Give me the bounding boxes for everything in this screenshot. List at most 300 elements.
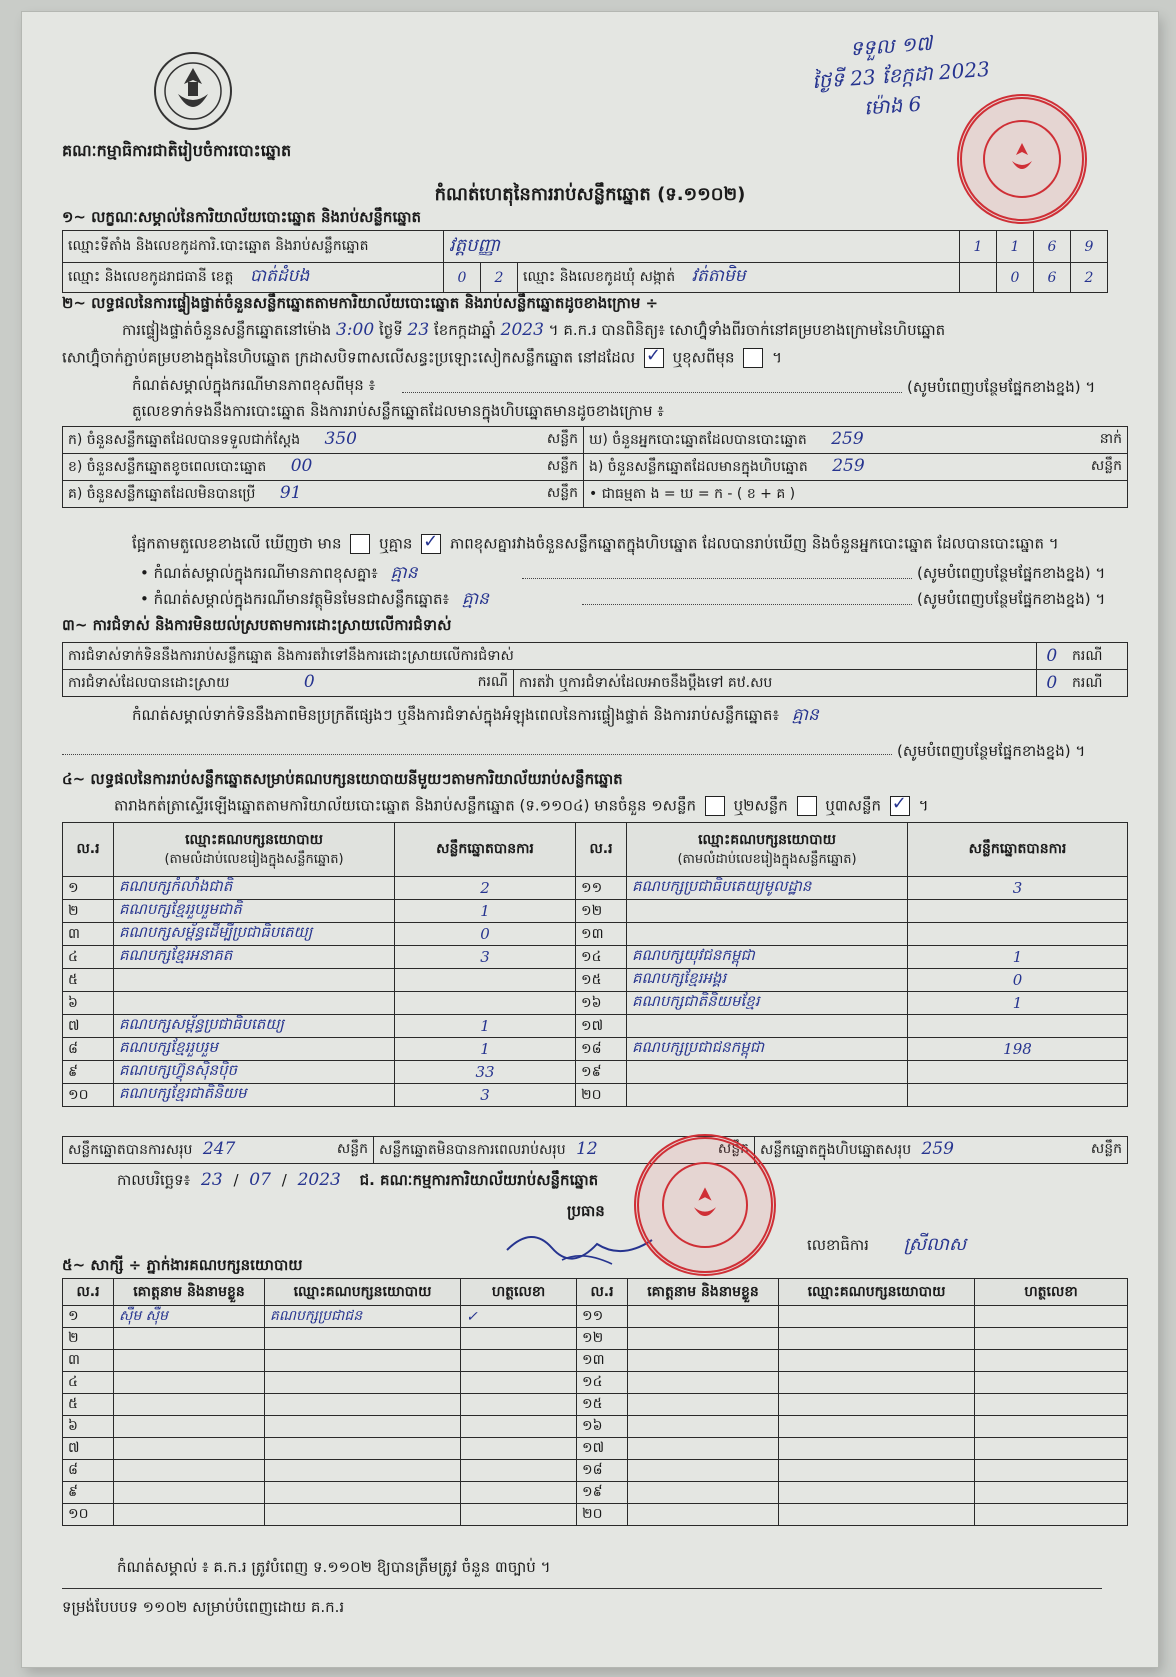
form-title: កំណត់ហេតុនៃការរាប់សន្លឹកឆ្នោត (ទ.១១០២) xyxy=(434,184,746,205)
witness-col-name-left: គោត្តនាម និងនាមខ្លួន xyxy=(114,1279,265,1306)
results-votes-cell: 1 xyxy=(395,1038,576,1061)
results-votes-cell: 2 xyxy=(395,877,576,900)
witness-no-cell: ១ xyxy=(63,1306,114,1328)
results-votes-cell: 1 xyxy=(908,992,1128,1015)
total-invalid-value: 12 xyxy=(576,1139,598,1159)
witness-col-party-right: ឈ្មោះគណបក្សនយោបាយ xyxy=(779,1279,975,1306)
witness-sign-cell xyxy=(461,1482,577,1504)
witness-sign-cell xyxy=(975,1328,1128,1350)
verification-text-d: ។ គ.ក.រ បានពិនិត្យ៖ សោហ្វ៊ុំទាំងពីរចាក់នៅគម្របខាងក្រោមនៃហិបឆ្នោត xyxy=(548,321,946,339)
note1-line xyxy=(402,392,902,393)
office-code-digit-4: 9 xyxy=(1071,231,1108,263)
appeals-value: 0 xyxy=(1036,670,1067,697)
one-sheet-checkbox[interactable] xyxy=(705,796,725,816)
table-row xyxy=(63,1350,1128,1372)
irregularity-note xyxy=(132,704,819,729)
witness-no-cell: ៣ xyxy=(63,1350,114,1372)
witness-party-cell xyxy=(265,1372,461,1394)
results-col-party-right-sub: (តាមលំដាប់លេខរៀងក្នុងសន្លឹកឆ្នោត) xyxy=(677,851,857,867)
figure-b-value: 00 xyxy=(290,456,313,476)
has-difference-checkbox[interactable] xyxy=(350,534,370,554)
witness-no-cell: ១០ xyxy=(63,1504,114,1526)
table-row xyxy=(63,969,1128,992)
witness-name-cell xyxy=(114,1438,265,1460)
commune-label: ឈ្មោះ និងលេខកូដឃុំ សង្កាត់ xyxy=(523,269,676,285)
tally-sheet-text-c: ឬ៣សន្លឹក xyxy=(825,796,882,815)
results-votes-cell: 3 xyxy=(395,946,576,969)
tally-sheet-end: ។ xyxy=(918,796,929,815)
seal-paragraph xyxy=(62,348,1122,371)
results-no-cell: ៤ xyxy=(63,946,114,969)
received-note-line1: ទទួល ១៧ xyxy=(849,30,934,61)
witness-no-cell: ១១ xyxy=(577,1306,628,1328)
witness-name-cell xyxy=(628,1504,779,1526)
difference-text-b: ឬគ្មាន xyxy=(379,534,413,553)
table-row xyxy=(63,946,1128,969)
figure-a-label: ក) ចំនួនសន្លឹកឆ្នោតដែលបានទទួលជាក់ស្តែង xyxy=(68,432,301,448)
results-votes-cell: 0 xyxy=(908,969,1128,992)
witness-sign-cell xyxy=(461,1372,577,1394)
received-note-line3: ម៉ោង 6 xyxy=(863,91,923,120)
witness-party-cell xyxy=(779,1416,975,1438)
witness-col-sign-left: ហត្ថលេខា xyxy=(461,1279,577,1306)
commune-code-digit-3: 2 xyxy=(1071,263,1108,293)
results-no-cell: ៥ xyxy=(63,969,114,992)
office-code-digit-1: 1 xyxy=(960,231,997,263)
received-note xyxy=(809,24,993,126)
bullet1-line xyxy=(522,578,912,579)
bullet1-fill-note: (សូមបំពេញបន្ថែមផ្នែកខាងខ្នង) ។ xyxy=(917,564,1106,582)
province-value: បាត់ដំបង xyxy=(249,266,310,286)
table-row xyxy=(63,992,1128,1015)
witness-sign-cell xyxy=(461,1438,577,1460)
witness-col-no-left: ល.រ xyxy=(63,1279,114,1306)
verification-paragraph xyxy=(122,320,1122,343)
tally-sheet-text-b: ឬ២សន្លឹក xyxy=(733,796,788,815)
witness-body xyxy=(63,1306,1128,1526)
date-day: 23 xyxy=(201,1170,223,1190)
verification-year: 2023 xyxy=(500,320,544,340)
results-col-no-left: ល.រ xyxy=(63,823,114,877)
section3-heading: ៣~ ការជំទាស់ និងការមិនយល់ស្របតាមការដោះស្រាយលើការជំទាស់ xyxy=(62,616,452,634)
irregularity-note-value: គ្មាន xyxy=(791,705,819,725)
witness-sign-cell: ✓ xyxy=(461,1306,577,1328)
totals-table xyxy=(62,1136,1128,1164)
total-valid-value: 247 xyxy=(202,1139,236,1159)
figure-b-unit: សន្លឹក xyxy=(546,458,578,474)
results-votes-cell xyxy=(908,923,1128,946)
witness-party-cell xyxy=(779,1438,975,1460)
date-year: 2023 xyxy=(297,1170,341,1190)
results-party-cell: គណបក្សយុវជនកម្ពុជា xyxy=(627,946,908,969)
figures-intro: តួលេខទាក់ទងនឹងការបោះឆ្នោត និងការរាប់សន្លឹកឆ្នោតដែលមានក្នុងហិបឆ្នោតមានដូចខាងក្រោម ៖ xyxy=(132,402,664,420)
committee-label: ជ. គណៈកម្មការការិយាល័យរាប់សន្លឹកឆ្នោត xyxy=(359,1171,599,1189)
section1-heading: ១~ លក្ខណៈសម្គាល់នៃការិយាល័យបោះឆ្នោត និងរាប់សន្លឹកឆ្នោត xyxy=(62,208,422,226)
witness-col-no-right: ល.រ xyxy=(577,1279,628,1306)
results-party-cell xyxy=(114,992,395,1015)
commune-code-digit-1: 0 xyxy=(997,263,1034,293)
results-votes-cell: 33 xyxy=(395,1061,576,1084)
results-votes-cell xyxy=(908,900,1128,923)
results-party-cell xyxy=(627,1061,908,1084)
results-no-cell: ១៧ xyxy=(576,1015,627,1038)
verification-text-b: ថ្ងៃទី xyxy=(378,321,403,339)
witness-name-cell xyxy=(114,1372,265,1394)
witness-sign-cell xyxy=(461,1328,577,1350)
witness-name-cell xyxy=(114,1482,265,1504)
witness-name-cell xyxy=(628,1438,779,1460)
witness-sign-cell xyxy=(975,1504,1128,1526)
note1-fill-note: (សូមបំពេញបន្ថែមផ្នែកខាងខ្នង) ។ xyxy=(907,378,1096,396)
nec-emblem-icon xyxy=(152,50,234,132)
no-difference-checkbox[interactable] xyxy=(421,534,441,554)
witness-sign-cell xyxy=(975,1460,1128,1482)
witness-sign-cell xyxy=(461,1394,577,1416)
objections-resolved-cell xyxy=(63,670,514,697)
results-party-cell: គណបក្សខ្មែររួបរួម xyxy=(114,1038,395,1061)
seal-text: សោហ្វ៊ុំចាក់ភ្ជាប់គម្របខាងក្នុងនៃហិបឆ្នោត ក្រដាសបិទពាសលើសន្ធះប្រឡោះសៀកសន្លឹកឆ្នោត នៅដដែល xyxy=(62,348,636,367)
total-box-value: 259 xyxy=(921,1139,954,1159)
table-row xyxy=(63,1306,1128,1328)
witness-no-cell: ២ xyxy=(63,1328,114,1350)
secretary-line xyxy=(807,1232,966,1259)
figure-formula-text: • ជាធម្មតា ង = ឃ = ក - ( ខ + គ ) xyxy=(589,485,796,502)
figure-c-unit: សន្លឹក xyxy=(546,485,578,501)
results-no-cell: ១៣ xyxy=(576,923,627,946)
table-row xyxy=(63,1038,1128,1061)
total-invalid-unit: សន្លឹក xyxy=(717,1141,749,1157)
figure-row-c xyxy=(63,481,584,508)
verification-time: 3:00 xyxy=(335,320,375,340)
table-row xyxy=(63,1394,1128,1416)
witness-col-party-left: ឈ្មោះគណបក្សនយោបាយ xyxy=(265,1279,461,1306)
witness-party-cell xyxy=(265,1438,461,1460)
table-row xyxy=(63,1328,1128,1350)
figure-row-e xyxy=(584,454,1128,481)
bullet1-value: គ្មាន xyxy=(390,563,418,583)
results-votes-cell: 3 xyxy=(908,877,1128,900)
figure-e-value: 259 xyxy=(832,456,865,476)
date-line xyxy=(117,1170,598,1193)
results-party-cell xyxy=(627,900,908,923)
section5-heading: ៥~ សាក្សី ÷ ភ្នាក់ងារគណបក្សនយោបាយ xyxy=(62,1256,303,1274)
witness-party-cell xyxy=(779,1372,975,1394)
total-valid-label: សន្លឹកឆ្នោតបានការសរុប xyxy=(68,1142,193,1158)
witness-col-name-right: គោត្តនាម និងនាមខ្លួន xyxy=(628,1279,779,1306)
results-no-cell: ១១ xyxy=(576,877,627,900)
witness-sign-cell xyxy=(975,1372,1128,1394)
results-no-cell: ១៤ xyxy=(576,946,627,969)
witness-no-cell: ១៦ xyxy=(577,1416,628,1438)
results-votes-cell xyxy=(395,969,576,992)
province-code-digit-2: 2 xyxy=(481,263,518,293)
witness-sign-cell xyxy=(461,1350,577,1372)
footnote: កំណត់សម្គាល់ ៖ គ.ក.រ ត្រូវបំពេញ ទ.១១០២ ឱ្យបានត្រឹមត្រូវ ចំនួន ៣ច្បាប់ ។ xyxy=(117,1558,551,1576)
witness-party-cell xyxy=(265,1460,461,1482)
results-party-cell xyxy=(627,1015,908,1038)
total-invalid-label: សន្លឹកឆ្នោតមិនបានការពេលរាប់សរុប xyxy=(379,1142,566,1158)
bullet2-line xyxy=(582,604,912,605)
results-party-cell: គណបក្សកំលាំងជាតិ xyxy=(114,877,395,900)
witness-party-cell xyxy=(779,1328,975,1350)
verification-text-a: ការផ្ទៀងផ្ទាត់ចំនួនសន្លឹកឆ្នោតនៅម៉ោង xyxy=(122,321,332,339)
witness-name-cell xyxy=(628,1416,779,1438)
form-page xyxy=(22,12,1158,1667)
results-no-cell: ២ xyxy=(63,900,114,923)
tally-sheet-text-a: តារាងកត់ត្រាស្ទើរឡើងឆ្នោតតាមការិយាល័យបោះឆ្នោត និងរាប់សន្លឹកឆ្នោត (ទ.១១០៤) មានចំនួន ១សន្លឹក xyxy=(114,796,697,815)
date-sep-1: / xyxy=(233,1171,239,1189)
witness-name-cell xyxy=(628,1350,779,1372)
witness-no-cell: ៨ xyxy=(63,1460,114,1482)
witness-name-cell xyxy=(628,1328,779,1350)
results-party-cell: គណបក្សខ្មែរអនាគត xyxy=(114,946,395,969)
results-col-party-right xyxy=(627,823,908,877)
table-row xyxy=(63,1416,1128,1438)
figure-a-value: 350 xyxy=(324,429,357,449)
witness-name-cell xyxy=(628,1306,779,1328)
results-no-cell: ១៨ xyxy=(576,1038,627,1061)
results-votes-cell xyxy=(908,1084,1128,1107)
results-no-cell: ៣ xyxy=(63,923,114,946)
results-no-cell: ១ xyxy=(63,877,114,900)
different-checkbox[interactable] xyxy=(743,348,763,368)
objections-table xyxy=(62,642,1128,697)
section4-heading: ៤~ លទ្ធផលនៃការរាប់សន្លឹកឆ្នោតសម្រាប់គណបក្សនយោបាយនីមួយៗតាមការិយាល័យរាប់សន្លឹកឆ្នោត xyxy=(62,770,623,788)
figure-e-unit: សន្លឹក xyxy=(1090,458,1122,474)
witness-no-cell: ១៥ xyxy=(577,1394,628,1416)
witness-no-cell: ១៩ xyxy=(577,1482,628,1504)
results-col-party-left xyxy=(114,823,395,877)
witness-name-cell xyxy=(628,1482,779,1504)
tally-sheet-line xyxy=(114,796,928,819)
witness-col-sign-right: ហត្ថលេខា xyxy=(975,1279,1128,1306)
results-no-cell: ៧ xyxy=(63,1015,114,1038)
bullet1-label: • កំណត់សម្គាល់ក្នុងករណីមានភាពខុសគ្នា៖ xyxy=(140,564,378,582)
witness-no-cell: ១៣ xyxy=(577,1350,628,1372)
commune-code-digit-2: 6 xyxy=(1034,263,1071,293)
table-row xyxy=(63,1460,1128,1482)
results-votes-cell: 0 xyxy=(395,923,576,946)
results-party-cell xyxy=(114,969,395,992)
commune-value: វត់តាមិម xyxy=(691,266,746,286)
province-code-digit-1: 0 xyxy=(444,263,481,293)
witness-party-cell xyxy=(265,1416,461,1438)
witness-party-cell xyxy=(779,1460,975,1482)
footer-divider xyxy=(62,1588,1102,1589)
witness-party-cell xyxy=(779,1350,975,1372)
results-no-cell: ៦ xyxy=(63,992,114,1015)
results-col-votes-right: សន្លឹកឆ្នោតបានការ xyxy=(908,823,1128,877)
witness-sign-cell xyxy=(975,1306,1128,1328)
witness-no-cell: ១២ xyxy=(577,1328,628,1350)
table-row xyxy=(63,1372,1128,1394)
same-as-before-checkbox[interactable] xyxy=(644,348,664,368)
appeals-unit: ករណី xyxy=(1067,670,1128,697)
table-row xyxy=(63,923,1128,946)
figure-row-a xyxy=(63,427,584,454)
total-box-cell xyxy=(755,1137,1128,1164)
date-month: 07 xyxy=(249,1170,271,1190)
figures-table xyxy=(62,426,1128,508)
witness-name-cell xyxy=(628,1460,779,1482)
figure-row-d xyxy=(584,427,1128,454)
witness-no-cell: ៩ xyxy=(63,1482,114,1504)
witness-no-cell: ៦ xyxy=(63,1416,114,1438)
three-sheets-checkbox[interactable] xyxy=(890,796,910,816)
chair-label: ប្រធាន xyxy=(567,1202,605,1220)
secretary-label: លេខាធិការ xyxy=(807,1236,869,1254)
total-valid-unit: សន្លឹក xyxy=(336,1141,368,1157)
table-row xyxy=(63,1438,1128,1460)
table-row xyxy=(63,1061,1128,1084)
office-name-label: ឈ្មោះទីតាំង និងលេខកូដការិ.បោះឆ្នោត និងរាប់សន្លឹកឆ្នោត xyxy=(63,231,444,263)
office-name-value: វត្តបញ្ញា xyxy=(444,231,960,263)
witness-name-cell: ស៊ឺម ស៊ឺម xyxy=(114,1306,265,1328)
witness-name-cell xyxy=(114,1416,265,1438)
irregularity-line xyxy=(62,754,892,755)
witness-sign-cell xyxy=(461,1416,577,1438)
figure-e-label: ង) ចំនួនសន្លឹកឆ្នោតដែលមានក្នុងហិបឆ្នោត xyxy=(589,459,808,475)
total-valid-cell xyxy=(63,1137,374,1164)
witness-party-cell xyxy=(265,1394,461,1416)
results-no-cell: ១២ xyxy=(576,900,627,923)
results-col-party-left-title: ឈ្មោះគណបក្សនយោបាយ xyxy=(185,831,323,848)
results-party-cell: គណបក្សសម្ព័ន្ធដើម្បីប្រជាធិបតេយ្យ xyxy=(114,923,395,946)
results-votes-cell: 198 xyxy=(908,1038,1128,1061)
table-row xyxy=(63,900,1128,923)
results-votes-cell: 1 xyxy=(395,1015,576,1038)
witness-sign-cell xyxy=(461,1460,577,1482)
difference-line xyxy=(132,534,1122,557)
footer-text: ទម្រង់បែបបទ ១១០២ សម្រាប់បំពេញដោយ គ.ក.រ xyxy=(62,1598,345,1616)
results-party-cell xyxy=(627,923,908,946)
figure-c-value: 91 xyxy=(279,483,302,503)
date-label: កាលបរិច្ឆេទ៖ xyxy=(117,1171,191,1189)
difference-text-a: ផ្អែកតាមតួលេខខាងលើ ឃើញថា មាន xyxy=(132,534,342,553)
figure-formula xyxy=(584,481,1128,508)
results-votes-cell: 1 xyxy=(908,946,1128,969)
witness-no-cell: ៥ xyxy=(63,1394,114,1416)
witness-party-cell xyxy=(265,1328,461,1350)
irregularity-note-label: កំណត់សម្គាល់ទាក់ទិននឹងភាពមិនប្រក្រតីផ្សេងៗ ឬនឹងការជំទាស់ក្នុងអំឡុងពេលនៃការផ្ទៀងផ្ទាត់ និងការរាប់សន្លឹកឆ្នោត៖ xyxy=(132,706,780,724)
official-stamp-bottom xyxy=(634,1134,776,1276)
witness-name-cell xyxy=(114,1350,265,1372)
results-party-cell: គណបក្សប្រជាជនកម្ពុជា xyxy=(627,1038,908,1061)
committee-name: គណៈកម្មាធិការជាតិរៀបចំការបោះឆ្នោត xyxy=(62,141,292,160)
received-note-line2: ថ្ងៃទី 23 ខែក្កដា 2023 xyxy=(811,56,991,94)
figure-d-value: 259 xyxy=(831,429,864,449)
results-no-cell: ១៩ xyxy=(576,1061,627,1084)
witness-party-cell xyxy=(779,1306,975,1328)
witness-sign-cell xyxy=(461,1504,577,1526)
witness-party-cell xyxy=(265,1350,461,1372)
results-party-cell: គណបក្សខ្មែរអង្គរ xyxy=(627,969,908,992)
section1-table xyxy=(62,230,1108,293)
witness-party-cell xyxy=(779,1504,975,1526)
figure-b-label: ខ) ចំនួនសន្លឹកឆ្នោតខូចពេលបោះឆ្នោត xyxy=(68,459,267,475)
office-code-digit-3: 6 xyxy=(1034,231,1071,263)
table-row xyxy=(63,1504,1128,1526)
witness-name-cell xyxy=(114,1328,265,1350)
witness-no-cell: ១៧ xyxy=(577,1438,628,1460)
results-col-no-right: ល.រ xyxy=(576,823,627,877)
bullet1 xyxy=(140,562,418,587)
results-party-cell: គណបក្សប្រជាធិបតេយ្យមូលដ្ឋាន xyxy=(627,877,908,900)
appeals-label: ការតវ៉ា ឬការជំទាស់ដែលអាចនឹងប្តឹងទៅ គឋ.សប xyxy=(514,670,1037,697)
objections-resolved-value: 0 xyxy=(303,672,315,692)
total-box-label: សន្លឹកឆ្នោតក្នុងហិបឆ្នោតសរុប xyxy=(760,1142,912,1158)
objections-resolved-unit: ករណី xyxy=(477,674,508,690)
seal-end: ។ xyxy=(772,348,782,367)
witness-party-cell xyxy=(779,1394,975,1416)
figure-a-unit: សន្លឹក xyxy=(546,431,578,447)
bullet2-label: • កំណត់សម្គាល់ក្នុងករណីមានវត្ថុមិនមែនជាសន្លឹកឆ្នោត៖ xyxy=(140,590,450,608)
difference-text-c: ភាពខុសគ្នារវាងចំនួនសន្លឹកឆ្នោតក្នុងហិបឆ្នោត ដែលបានរាប់ឃើញ និងចំនួនអ្នកបោះឆ្នោត ដែលបានបោះឆ្នោត ។ xyxy=(449,534,1059,553)
figure-row-b xyxy=(63,454,584,481)
witness-party-cell xyxy=(265,1482,461,1504)
witness-sign-cell xyxy=(975,1438,1128,1460)
witness-party-cell xyxy=(265,1504,461,1526)
results-party-cell xyxy=(627,1084,908,1107)
figure-d-label: ឃ) ចំនួនអ្នកបោះឆ្នោតដែលបានបោះឆ្នោត xyxy=(589,432,807,448)
total-box-unit: សន្លឹក xyxy=(1090,1141,1122,1157)
witness-table xyxy=(62,1278,1128,1526)
witness-name-cell xyxy=(114,1460,265,1482)
note1-label: កំណត់សម្គាល់ក្នុងករណីមានភាពខុសពីមុន ៖ xyxy=(132,376,376,394)
results-party-cell: គណបក្សខ្មែររួបរួមជាតិ xyxy=(114,900,395,923)
witness-name-cell xyxy=(114,1394,265,1416)
witness-no-cell: ១៨ xyxy=(577,1460,628,1482)
results-no-cell: ១០ xyxy=(63,1084,114,1107)
province-cell xyxy=(63,263,444,293)
results-party-cell: គណបក្សជាតិនិយមខ្មែរ xyxy=(627,992,908,1015)
objections-row1-label: ការជំទាស់ទាក់ទិននឹងការរាប់សន្លឹកឆ្នោត និងការតវ៉ាទៅនឹងការដោះស្រាយលើការជំទាស់ xyxy=(63,643,1037,670)
results-votes-cell: 3 xyxy=(395,1084,576,1107)
results-no-cell: ៩ xyxy=(63,1061,114,1084)
witness-name-cell xyxy=(114,1504,265,1526)
witness-party-cell: គណបក្សប្រជាជន xyxy=(265,1306,461,1328)
witness-sign-cell xyxy=(975,1350,1128,1372)
results-party-cell: គណបក្សហ៊្វុនស៊ិនប៉ិច xyxy=(114,1061,395,1084)
results-body xyxy=(63,877,1128,1107)
witness-name-cell xyxy=(628,1394,779,1416)
witness-sign-cell xyxy=(975,1416,1128,1438)
results-votes-cell xyxy=(908,1015,1128,1038)
results-no-cell: ១៦ xyxy=(576,992,627,1015)
results-no-cell: ២០ xyxy=(576,1084,627,1107)
verification-text-c: ខែកក្កដាឆ្នាំ xyxy=(433,321,496,339)
results-votes-cell xyxy=(908,1061,1128,1084)
witness-no-cell: ២០ xyxy=(577,1504,628,1526)
verification-day: 23 xyxy=(407,320,430,340)
commune-code-blank xyxy=(960,263,997,293)
witness-no-cell: ៧ xyxy=(63,1438,114,1460)
section2-heading: ២~ លទ្ធផលនៃការផ្ទៀងផ្ទាត់ចំនួនសន្លឹកឆ្នោតតាមការិយាល័យបោះឆ្នោត និងរាប់សន្លឹកឆ្នោតដូចខាងក្រោម ÷ xyxy=(62,294,659,312)
two-sheets-checkbox[interactable] xyxy=(797,796,817,816)
commune-cell xyxy=(518,263,960,293)
results-no-cell: ៨ xyxy=(63,1038,114,1061)
date-sep-2: / xyxy=(281,1171,287,1189)
secretary-signature: ស្រីលាស xyxy=(903,1234,967,1255)
results-party-cell: គណបក្សសម្ព័ន្ធប្រជាធិបតេយ្យ xyxy=(114,1015,395,1038)
results-col-party-left-sub: (តាមលំដាប់លេខរៀងក្នុងសន្លឹកឆ្នោត) xyxy=(164,851,344,867)
office-code-digit-2: 1 xyxy=(997,231,1034,263)
table-row xyxy=(63,1482,1128,1504)
objections-resolved-label: ការជំទាស់ដែលបានដោះស្រាយ xyxy=(68,675,230,691)
bullet2-value: គ្មាន xyxy=(461,589,489,609)
figure-d-unit: នាក់ xyxy=(1099,431,1122,447)
witness-sign-cell xyxy=(975,1482,1128,1504)
